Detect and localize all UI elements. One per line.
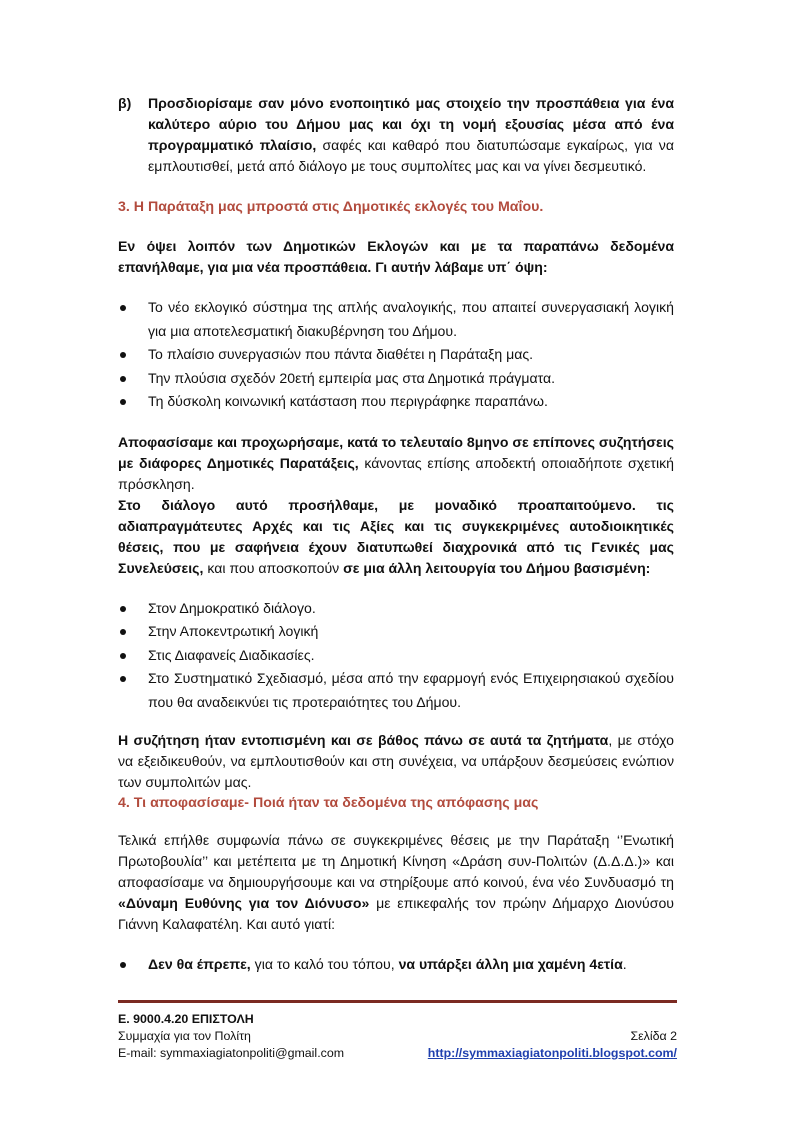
paragraph-dialogue-bold-1: Στο διάλογο αυτό προσήλθαμε, με μοναδικό προαπαιτούμενο. τις αδιαπραγμάτευτες Αρχές και τις Αξίες και τις συγκεκριμένες αυτοδιοικητικές θέσεις, που με σαφήνεια έχουν διατυπωθεί διαχρονικά από τις Γενικές μας Συνελεύσεις, — [118, 496, 674, 576]
paragraph-discussion — [118, 730, 674, 793]
final-list — [118, 953, 674, 977]
list-item — [118, 953, 674, 977]
principles-list — [118, 597, 674, 715]
footer-page-number: Σελίδα 2 — [630, 1029, 677, 1043]
final-bullet-bold-1: Δεν θα έπρεπε, — [148, 956, 251, 972]
paragraph-agreement-bold: «Δύναμη Ευθύνης για τον Διόνυσο» — [118, 895, 370, 911]
paragraph-dialogue — [118, 495, 674, 579]
list-item: Στον Δημοκρατικό διάλογο. — [118, 597, 674, 621]
footer-divider — [118, 1000, 677, 1003]
final-bullet-bold-2: να υπάρξει άλλη μια χαμένη 4ετία — [398, 956, 623, 972]
considerations-list — [118, 296, 674, 414]
paragraph-dialogue-mid: και που αποσκοπούν — [203, 559, 344, 576]
paragraph-agreement-end: με επικεφαλής τον πρώην Δήμαρχο Διονύσου Γιάννη Καλαφατέλη. Και αυτό γιατί: — [118, 895, 675, 932]
paragraph-decision — [118, 432, 674, 495]
list-item: Στην Αποκεντρωτική λογική — [118, 620, 674, 644]
section-b-label: β) — [118, 95, 132, 111]
section-b — [118, 93, 674, 177]
list-item: Στο Συστηματικό Σχεδιασμό, μέσα από την εφαρμογή ενός Επιχειρησιακού σχεδίου που θα αναδεικνύει τις προτεραιότητες του Δήμου. — [118, 667, 674, 714]
paragraph-decision-bold: Αποφασίσαμε και προχωρήσαμε, κατά το τελευταίο 8μηνο σε επίπονες συζητήσεις με διάφορες Δημοτικές Παρατάξεις, — [118, 433, 674, 471]
heading-3: 3. Η Παράταξη μας μπροστά στις Δημοτικές εκλογές του Μαΐου. — [118, 199, 544, 215]
list-item: Το νέο εκλογικό σύστημα της απλής αναλογικής, που απαιτεί συνεργασιακή λογική για μια αποτελεσματική διακυβέρνηση του Δήμου. — [118, 296, 674, 343]
paragraph-dialogue-bold-2: σε μια άλλη λειτουργία του Δήμου βασισμένη: — [343, 559, 651, 576]
heading-4: 4. Τι αποφασίσαμε- Ποιά ήταν τα δεδομένα της απόφασης μας — [118, 795, 539, 811]
list-item: Στις Διαφανείς Διαδικασίες. — [118, 644, 674, 668]
paragraph-discussion-bold: Η συζήτηση ήταν εντοπισμένη και σε βάθος πάνω σε αυτά τα ζητήματα — [118, 732, 609, 748]
final-bullet-mid: για το καλό του τόπου, — [250, 956, 399, 972]
paragraph-discussion-rest: , με στόχο να εξειδικευθούν, να εμπλουτισθούν και στη συνέχεια, να υπάρξουν δεσμεύσεις ενώπιον των συμπολιτών μας. — [118, 732, 674, 790]
list-item: Το πλαίσιο συνεργασιών που πάντα διαθέτει η Παράταξη μας. — [118, 343, 674, 367]
section-b-text — [148, 93, 674, 177]
footer-organization: Συμμαχία για τον Πολίτη — [118, 1029, 251, 1043]
paragraph-agreement-start: Τελικά επήλθε συμφωνία πάνω σε συγκεκριμένες θέσεις με την Παράταξη ‘’Ενωτική Πρωτοβουλία’’ και μετέπειτα με τη Δημοτική Κίνηση «Δράση συν-Πολιτών (Δ.Δ.Δ.)» και αποφασίσαμε να δημιουργήσουμε και να στηρίξουμε από κοινού, ένα νέο Συνδυασμό τη — [118, 832, 674, 890]
section-b-rest: σαφές και καθαρό που διατυπώσαμε εγκαίρως, για να εμπλουτισθεί, μετά από διάλογο με τους συμπολίτες μας και να γίνει δεσμευτικό. — [148, 137, 674, 174]
page-footer — [118, 1011, 677, 1062]
final-bullet-end: . — [622, 956, 627, 972]
paragraph-agreement — [118, 830, 674, 935]
section-b-bold: Προσδιορίσαμε σαν μόνο ενοποιητικό μας στοιχείο την προσπάθεια για ένα καλύτερο αύριο του Δήμου μας και όχι τη νομή εξουσίας μέσα από ένα προγραμματικό πλαίσιο, — [148, 95, 674, 153]
paragraph-elections: Εν όψει λοιπόν των Δημοτικών Εκλογών και με τα παραπάνω δεδομένα επανήλθαμε, για μια νέα προσπάθεια. Γι αυτήν λάβαμε υπ΄ όψη: — [118, 238, 674, 275]
footer-code: Ε. 9000.4.20 ΕΠΙΣΤΟΛΗ — [118, 1012, 254, 1026]
list-item: Την πλούσια σχεδόν 20ετή εμπειρία μας στα Δημοτικά πράγματα. — [118, 367, 674, 391]
document-body — [118, 93, 674, 977]
paragraph-decision-rest: κάνοντας επίσης αποδεκτή οποιαδήποτε σχετική πρόσκληση. — [118, 454, 674, 492]
footer-email: E-mail: symmaxiagiatonpoliti@gmail.com — [118, 1046, 345, 1060]
list-item: Τη δύσκολη κοινωνική κατάσταση που περιγράφηκε παραπάνω. — [118, 390, 674, 414]
footer-blog-link[interactable]: http://symmaxiagiatonpoliti.blogspot.com/ — [427, 1046, 677, 1060]
